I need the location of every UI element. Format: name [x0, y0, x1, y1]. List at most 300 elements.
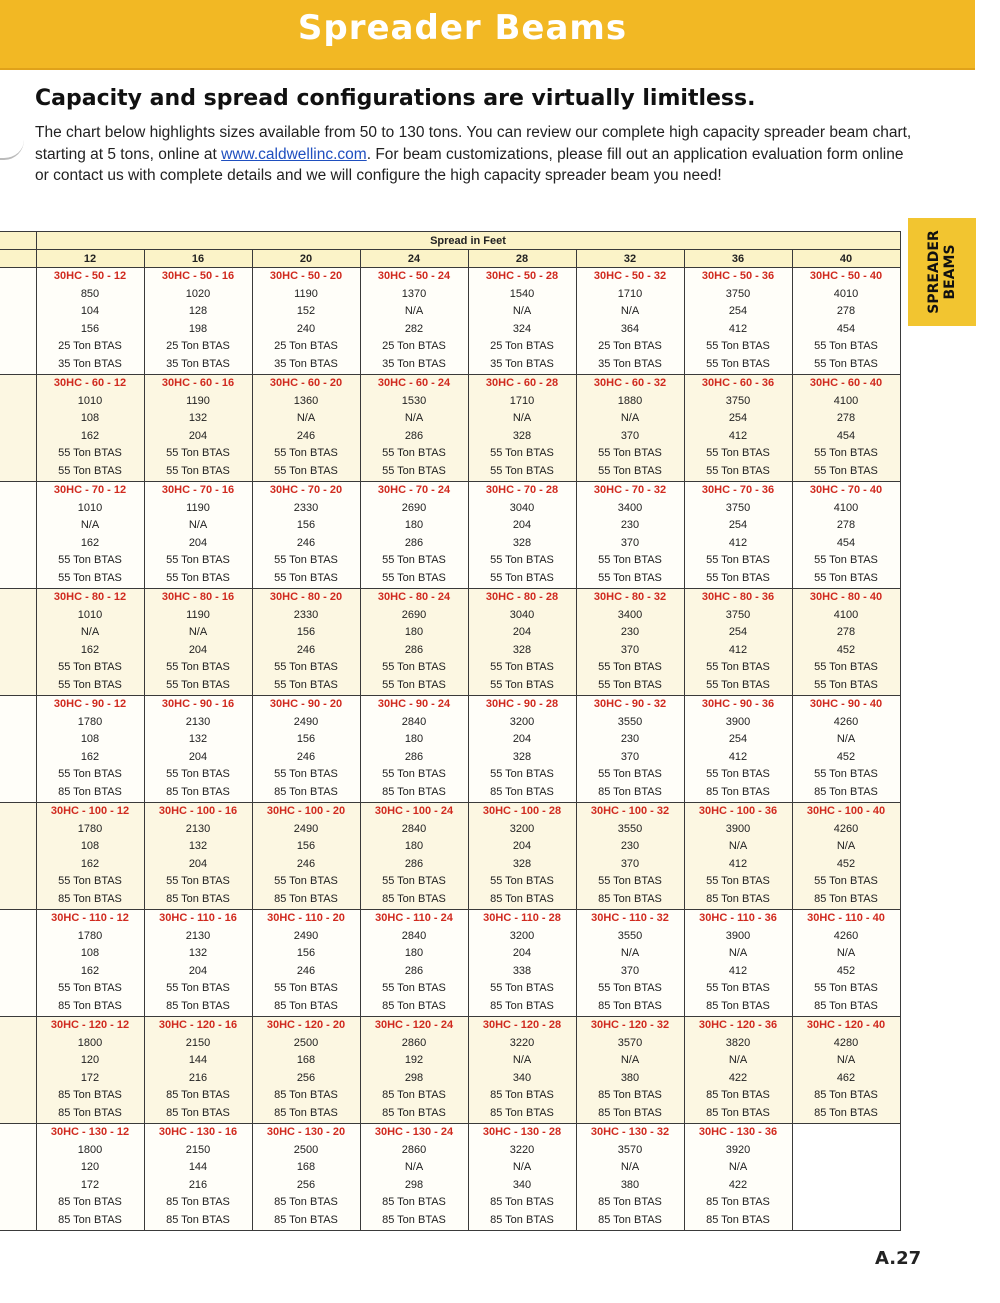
beam-cell [684, 910, 792, 1017]
beam-cell [468, 910, 576, 1017]
beam-model-number: 30HC - 50 - 32 [593, 270, 667, 282]
beam-model-number: 30HC - 70 - 20 [269, 484, 343, 496]
title-banner [0, 0, 975, 70]
beam-spec-value: 1880 [617, 394, 643, 407]
beam-spec-value: 2840 [401, 715, 427, 728]
beam-spec-value: N/A [620, 305, 640, 318]
beam-model-number: 30HC - 110 - 24 [375, 912, 453, 924]
beam-spec-value: 1530 [401, 394, 427, 407]
beam-spec-value: N/A [620, 1054, 640, 1067]
beam-model-number: 30HC - 110 - 20 [267, 912, 345, 924]
beam-spec-value: 85 Ton BTAS [274, 785, 338, 798]
beam-cell [684, 589, 792, 696]
beam-spec-value: 85 Ton BTAS [814, 1089, 878, 1102]
beam-spec-value: 55 Ton BTAS [166, 661, 230, 674]
beam-spec-value: 286 [404, 536, 424, 549]
beam-spec-value: 328 [512, 750, 532, 763]
beam-spec-value: N/A [728, 947, 748, 960]
beam-spec-value: 198 [188, 322, 208, 335]
beam-spec-value: 328 [512, 857, 532, 870]
intro-text-after: . For beam customizations, please fill out an application evaluation form online or contact us with complete details and we will configure the high capacity spreader beam you need! [35, 145, 904, 184]
beam-cell [144, 803, 252, 910]
beam-spec-value: 2490 [293, 929, 319, 942]
beam-spec-value: 3220 [509, 1036, 535, 1049]
beam-spec-value: 156 [296, 626, 316, 639]
beam-spec-value: 156 [296, 840, 316, 853]
beam-cell [36, 268, 144, 375]
column-header-spread: 24 [360, 250, 468, 268]
beam-spec-value: 55 Ton BTAS [814, 464, 878, 477]
beam-cell [792, 1017, 900, 1124]
column-header-spread: 40 [792, 250, 900, 268]
beam-spec-value: 85 Ton BTAS [490, 1196, 554, 1209]
beam-spec-value: 3900 [725, 822, 751, 835]
beam-spec-value: N/A [620, 412, 640, 425]
beam-spec-value: 55 Ton BTAS [274, 464, 338, 477]
column-header-spread: 16 [144, 250, 252, 268]
beam-spec-value: 55 Ton BTAS [814, 661, 878, 674]
beam-model-number: 30HC - 50 - 28 [485, 270, 559, 282]
beam-cell [144, 268, 252, 375]
beam-spec-value: 85 Ton BTAS [382, 892, 446, 905]
beam-cell [360, 910, 468, 1017]
beam-spec-value: 55 Ton BTAS [598, 982, 662, 995]
beam-cell [468, 589, 576, 696]
beam-spec-value: 85 Ton BTAS [166, 1089, 230, 1102]
beam-model-number: 30HC - 60 - 12 [53, 377, 127, 389]
beam-spec-value: 2330 [293, 608, 319, 621]
beam-model-number: 30HC - 80 - 40 [809, 591, 883, 603]
beam-spec-value: 55 Ton BTAS [382, 447, 446, 460]
beam-model-number: 30HC - 100 - 28 [482, 805, 562, 817]
beam-model-number: 30HC - 70 - 32 [593, 484, 667, 496]
beam-spec-value: 85 Ton BTAS [166, 892, 230, 905]
beam-cell [252, 803, 360, 910]
beam-model-number: 30HC - 100 - 16 [158, 805, 238, 817]
beam-spec-value: 85 Ton BTAS [274, 999, 338, 1012]
beam-spec-value: 370 [620, 857, 640, 870]
beam-spec-value: 55 Ton BTAS [58, 875, 122, 888]
beam-cell [360, 375, 468, 482]
row-spacer-cell [0, 589, 36, 696]
beam-spec-value: 168 [296, 1161, 316, 1174]
beam-cell [144, 1017, 252, 1124]
table-row [0, 589, 900, 696]
beam-spec-value: 2860 [401, 1036, 427, 1049]
beam-spec-value: 144 [188, 1161, 208, 1174]
beam-spec-value: 180 [404, 733, 424, 746]
beam-spec-value: 162 [80, 750, 100, 763]
beam-spec-value: 55 Ton BTAS [706, 340, 770, 353]
beam-spec-value: 55 Ton BTAS [814, 982, 878, 995]
beam-spec-value: 25 Ton BTAS [598, 340, 662, 353]
beam-spec-value: 2840 [401, 929, 427, 942]
beam-spec-value: 55 Ton BTAS [598, 571, 662, 584]
beam-spec-value: 25 Ton BTAS [274, 340, 338, 353]
row-spacer-cell [0, 268, 36, 375]
beam-spec-value: N/A [188, 626, 208, 639]
beam-spec-value: 85 Ton BTAS [814, 1106, 878, 1119]
beam-cell [792, 268, 900, 375]
beam-spec-value: 85 Ton BTAS [58, 999, 122, 1012]
page-number: A.27 [875, 1248, 922, 1269]
beam-spec-value: 246 [296, 750, 316, 763]
beam-cell [252, 1124, 360, 1231]
beam-spec-value: 55 Ton BTAS [598, 661, 662, 674]
beam-spec-value: 35 Ton BTAS [382, 357, 446, 370]
beam-spec-value: 85 Ton BTAS [490, 1106, 554, 1119]
beam-spec-value: 278 [836, 305, 856, 318]
beam-cell [36, 589, 144, 696]
table-row [0, 482, 900, 589]
beam-model-number: 30HC - 80 - 28 [485, 591, 559, 603]
beam-spec-value: 85 Ton BTAS [706, 999, 770, 1012]
beam-spec-value: 55 Ton BTAS [58, 678, 122, 691]
beam-spec-value: 230 [620, 626, 640, 639]
spreader-beam-table [0, 231, 901, 1231]
beam-cell [792, 910, 900, 1017]
beam-cell [252, 696, 360, 803]
beam-spec-value: 340 [512, 1178, 532, 1191]
beam-spec-value: 120 [80, 1054, 100, 1067]
beam-model-number: 30HC - 130 - 12 [50, 1126, 130, 1138]
beam-model-number: 30HC - 70 - 16 [161, 484, 235, 496]
beam-cell [360, 1017, 468, 1124]
beam-model-number: 30HC - 50 - 12 [53, 270, 127, 282]
row-spacer-cell [0, 482, 36, 589]
beam-spec-value: 204 [188, 750, 208, 763]
beam-spec-value: 254 [728, 305, 748, 318]
beam-spec-value: 412 [728, 750, 748, 763]
beam-spec-value: 4260 [833, 822, 859, 835]
beam-model-number: 30HC - 130 - 28 [482, 1126, 562, 1138]
beam-spec-value: 55 Ton BTAS [706, 357, 770, 370]
beam-model-number: 30HC - 70 - 36 [701, 484, 775, 496]
beam-spec-value: 55 Ton BTAS [814, 357, 878, 370]
beam-spec-value: 85 Ton BTAS [706, 892, 770, 905]
beam-spec-value: 85 Ton BTAS [490, 1213, 554, 1226]
beam-model-number: 30HC - 70 - 24 [377, 484, 451, 496]
beam-spec-value: 2490 [293, 715, 319, 728]
beam-model-number: 30HC - 90 - 24 [377, 698, 451, 710]
beam-spec-value: 1010 [77, 608, 103, 621]
beam-spec-value: 55 Ton BTAS [598, 678, 662, 691]
beam-spec-value: 55 Ton BTAS [274, 554, 338, 567]
beam-spec-value: 4100 [833, 608, 859, 621]
spread-in-feet-header: Spread in Feet [36, 232, 900, 250]
beam-spec-value: 338 [512, 964, 532, 977]
beam-spec-value: 55 Ton BTAS [706, 571, 770, 584]
beam-spec-value: 278 [836, 626, 856, 639]
beam-spec-value: 454 [836, 322, 856, 335]
beam-spec-value: N/A [80, 626, 100, 639]
beam-spec-value: 246 [296, 643, 316, 656]
beam-spec-value: 286 [404, 857, 424, 870]
beam-spec-value: 2490 [293, 822, 319, 835]
beam-spec-value: 55 Ton BTAS [166, 678, 230, 691]
beam-spec-value: 55 Ton BTAS [382, 554, 446, 567]
beam-spec-value: 25 Ton BTAS [58, 340, 122, 353]
beam-spec-value: 4100 [833, 394, 859, 407]
beam-spec-value: 85 Ton BTAS [166, 1196, 230, 1209]
intro-text-before: The chart below highlights sizes available from 50 to 130 tons. You can review our complete high capacity spreader beam chart, starting at 5 tons, online at [35, 124, 912, 163]
beam-spec-value: 55 Ton BTAS [598, 447, 662, 460]
beam-cell [36, 375, 144, 482]
beam-spec-value: 452 [836, 750, 856, 763]
beam-spec-value: 204 [188, 536, 208, 549]
beam-spec-value: 85 Ton BTAS [382, 999, 446, 1012]
beam-spec-value: 128 [188, 305, 208, 318]
beam-spec-value: 55 Ton BTAS [382, 982, 446, 995]
beam-spec-value: 3220 [509, 1143, 535, 1156]
beam-cell [144, 910, 252, 1017]
beam-spec-value: N/A [836, 947, 856, 960]
beam-spec-value: 85 Ton BTAS [58, 785, 122, 798]
beam-spec-value: 120 [80, 1161, 100, 1174]
beam-spec-value: 216 [188, 1178, 208, 1191]
beam-spec-value: N/A [512, 305, 532, 318]
page-title: Spreader Beams [297, 8, 628, 48]
beam-cell [360, 1124, 468, 1231]
beam-spec-value: 278 [836, 519, 856, 532]
beam-spec-value: 2330 [293, 501, 319, 514]
beam-spec-value: 286 [404, 750, 424, 763]
beam-spec-value: N/A [728, 1161, 748, 1174]
beam-spec-value: 3900 [725, 715, 751, 728]
beam-spec-value: 156 [296, 947, 316, 960]
beam-spec-value: N/A [296, 412, 316, 425]
beam-model-number: 30HC - 100 - 20 [266, 805, 346, 817]
beam-spec-value: 55 Ton BTAS [598, 554, 662, 567]
beam-spec-value: 1780 [77, 822, 103, 835]
beam-spec-value: 2130 [185, 715, 211, 728]
empty-cell [792, 1124, 900, 1231]
beam-model-number: 30HC - 60 - 36 [701, 377, 775, 389]
beam-cell [684, 803, 792, 910]
beam-spec-value: 256 [296, 1071, 316, 1084]
beam-spec-value: 1360 [293, 394, 319, 407]
beam-cell [144, 375, 252, 482]
beam-spec-value: 55 Ton BTAS [382, 678, 446, 691]
beam-spec-value: 454 [836, 429, 856, 442]
beam-spec-value: 85 Ton BTAS [490, 999, 554, 1012]
beam-spec-value: N/A [620, 947, 640, 960]
beam-spec-value: 55 Ton BTAS [382, 661, 446, 674]
beam-cell [252, 589, 360, 696]
beam-model-number: 30HC - 100 - 36 [698, 805, 778, 817]
beam-model-number: 30HC - 50 - 24 [377, 270, 451, 282]
beam-spec-value: 204 [512, 840, 532, 853]
capacity-grid [0, 231, 901, 1231]
beam-spec-value: N/A [188, 519, 208, 532]
beam-spec-value: N/A [404, 1161, 424, 1174]
beam-cell [576, 1017, 684, 1124]
beam-cell [684, 482, 792, 589]
beam-spec-value: 55 Ton BTAS [490, 661, 554, 674]
beam-spec-value: 85 Ton BTAS [58, 892, 122, 905]
beam-spec-value: 85 Ton BTAS [706, 1106, 770, 1119]
beam-spec-value: 85 Ton BTAS [274, 1106, 338, 1119]
beam-spec-value: 1010 [77, 394, 103, 407]
beam-spec-value: 1010 [77, 501, 103, 514]
beam-spec-value: 85 Ton BTAS [490, 1089, 554, 1102]
beam-cell [36, 482, 144, 589]
beam-spec-value: 85 Ton BTAS [598, 999, 662, 1012]
table-row [0, 375, 900, 482]
beam-cell [468, 803, 576, 910]
beam-spec-value: 85 Ton BTAS [490, 785, 554, 798]
beam-spec-value: 55 Ton BTAS [490, 678, 554, 691]
beam-spec-value: 328 [512, 536, 532, 549]
beam-spec-value: 370 [620, 750, 640, 763]
beam-cell [360, 482, 468, 589]
beam-spec-value: 85 Ton BTAS [706, 1213, 770, 1226]
beam-spec-value: 35 Ton BTAS [598, 357, 662, 370]
beam-spec-value: 204 [188, 643, 208, 656]
row-spacer-cell [0, 1124, 36, 1231]
beam-model-number: 30HC - 120 - 12 [50, 1019, 130, 1031]
beam-spec-value: 412 [728, 429, 748, 442]
beam-spec-value: 412 [728, 643, 748, 656]
beam-spec-value: 85 Ton BTAS [382, 1196, 446, 1209]
beam-model-number: 30HC - 70 - 12 [53, 484, 127, 496]
beam-cell [792, 482, 900, 589]
beam-model-number: 30HC - 50 - 36 [701, 270, 775, 282]
beam-cell [684, 1124, 792, 1231]
beam-spec-value: 2500 [293, 1036, 319, 1049]
beam-model-number: 30HC - 60 - 32 [593, 377, 667, 389]
beam-spec-value: 4260 [833, 929, 859, 942]
beam-spec-value: 422 [728, 1178, 748, 1191]
beam-spec-value: 85 Ton BTAS [598, 785, 662, 798]
side-tab-line-2: BEAMS [942, 244, 958, 300]
beam-model-number: 30HC - 130 - 16 [158, 1126, 238, 1138]
table-row [0, 1017, 900, 1124]
beam-spec-value: 180 [404, 626, 424, 639]
beam-spec-value: 132 [188, 947, 208, 960]
beam-spec-value: 85 Ton BTAS [598, 1196, 662, 1209]
beam-spec-value: 55 Ton BTAS [58, 571, 122, 584]
beam-model-number: 30HC - 60 - 40 [809, 377, 883, 389]
beam-spec-value: 85 Ton BTAS [814, 785, 878, 798]
beam-spec-value: 452 [836, 857, 856, 870]
beam-cell [252, 482, 360, 589]
beam-spec-value: 286 [404, 964, 424, 977]
beam-spec-value: 156 [296, 733, 316, 746]
beam-spec-value: N/A [512, 1054, 532, 1067]
beam-spec-value: 3750 [725, 287, 751, 300]
beam-spec-value: 286 [404, 429, 424, 442]
beam-spec-value: 132 [188, 412, 208, 425]
beam-spec-value: 85 Ton BTAS [598, 892, 662, 905]
beam-spec-value: 1800 [77, 1143, 103, 1156]
beam-spec-value: 55 Ton BTAS [814, 875, 878, 888]
beam-spec-value: 55 Ton BTAS [814, 678, 878, 691]
row-spacer-cell [0, 910, 36, 1017]
beam-spec-value: 144 [188, 1054, 208, 1067]
beam-spec-value: 108 [80, 840, 100, 853]
beam-spec-value: 230 [620, 519, 640, 532]
beam-spec-value: 1190 [186, 394, 210, 407]
beam-cell [468, 696, 576, 803]
beam-spec-value: 4100 [833, 501, 859, 514]
beam-spec-value: 240 [296, 322, 316, 335]
beam-spec-value: 55 Ton BTAS [58, 982, 122, 995]
beam-spec-value: 254 [728, 412, 748, 425]
beam-model-number: 30HC - 70 - 40 [809, 484, 883, 496]
beam-spec-value: 85 Ton BTAS [706, 1089, 770, 1102]
beam-spec-value: 850 [80, 287, 100, 300]
beam-spec-value: 246 [296, 857, 316, 870]
beam-spec-value: 55 Ton BTAS [58, 768, 122, 781]
side-tab-label [926, 230, 958, 314]
binder-hole-mark [0, 140, 24, 160]
beam-spec-value: 452 [836, 643, 856, 656]
beam-spec-value: 55 Ton BTAS [490, 571, 554, 584]
beam-spec-value: 55 Ton BTAS [274, 768, 338, 781]
beam-model-number: 30HC - 110 - 12 [51, 912, 129, 924]
beam-spec-value: 3570 [617, 1143, 643, 1156]
beam-cell [36, 1017, 144, 1124]
beam-spec-value: 3200 [509, 822, 535, 835]
beam-spec-value: 55 Ton BTAS [274, 661, 338, 674]
beam-spec-value: 256 [296, 1178, 316, 1191]
beam-spec-value: 55 Ton BTAS [706, 768, 770, 781]
beam-spec-value: N/A [80, 519, 100, 532]
beam-spec-value: 1190 [186, 501, 210, 514]
beam-spec-value: 162 [80, 429, 100, 442]
beam-cell [684, 375, 792, 482]
beam-model-number: 30HC - 90 - 36 [701, 698, 775, 710]
beam-spec-value: 3200 [509, 715, 535, 728]
beam-spec-value: 230 [620, 733, 640, 746]
beam-spec-value: 1710 [509, 394, 535, 407]
website-link[interactable]: www.caldwellinc.com [221, 145, 367, 163]
beam-spec-value: 35 Ton BTAS [166, 357, 230, 370]
beam-model-number: 30HC - 60 - 24 [377, 377, 451, 389]
beam-spec-value: 1800 [77, 1036, 103, 1049]
beam-model-number: 30HC - 90 - 16 [161, 698, 235, 710]
beam-spec-value: 180 [404, 519, 424, 532]
beam-model-number: 30HC - 90 - 20 [269, 698, 343, 710]
row-spacer-cell [0, 803, 36, 910]
beam-spec-value: N/A [836, 733, 856, 746]
beam-spec-value: 3400 [617, 501, 643, 514]
beam-spec-value: 380 [620, 1178, 640, 1191]
beam-model-number: 30HC - 60 - 20 [269, 377, 343, 389]
beam-spec-value: 3040 [509, 501, 535, 514]
beam-model-number: 30HC - 60 - 16 [161, 377, 235, 389]
beam-spec-value: N/A [404, 412, 424, 425]
beam-model-number: 30HC - 120 - 32 [590, 1019, 670, 1031]
table-row [0, 803, 900, 910]
beam-spec-value: 168 [296, 1054, 316, 1067]
beam-spec-value: 3750 [725, 394, 751, 407]
beam-spec-value: N/A [512, 1161, 532, 1174]
headline: Capacity and spread configurations are virtually limitless. [35, 86, 756, 111]
beam-spec-value: 204 [512, 626, 532, 639]
beam-cell [576, 268, 684, 375]
beam-model-number: 30HC - 80 - 32 [593, 591, 667, 603]
beam-spec-value: 3040 [509, 608, 535, 621]
beam-spec-value: 55 Ton BTAS [814, 571, 878, 584]
beam-spec-value: 4280 [833, 1036, 859, 1049]
beam-spec-value: 3750 [725, 608, 751, 621]
beam-spec-value: N/A [728, 840, 748, 853]
beam-spec-value: N/A [620, 1161, 640, 1174]
beam-model-number: 30HC - 80 - 12 [53, 591, 127, 603]
beam-spec-value: 3550 [617, 929, 643, 942]
